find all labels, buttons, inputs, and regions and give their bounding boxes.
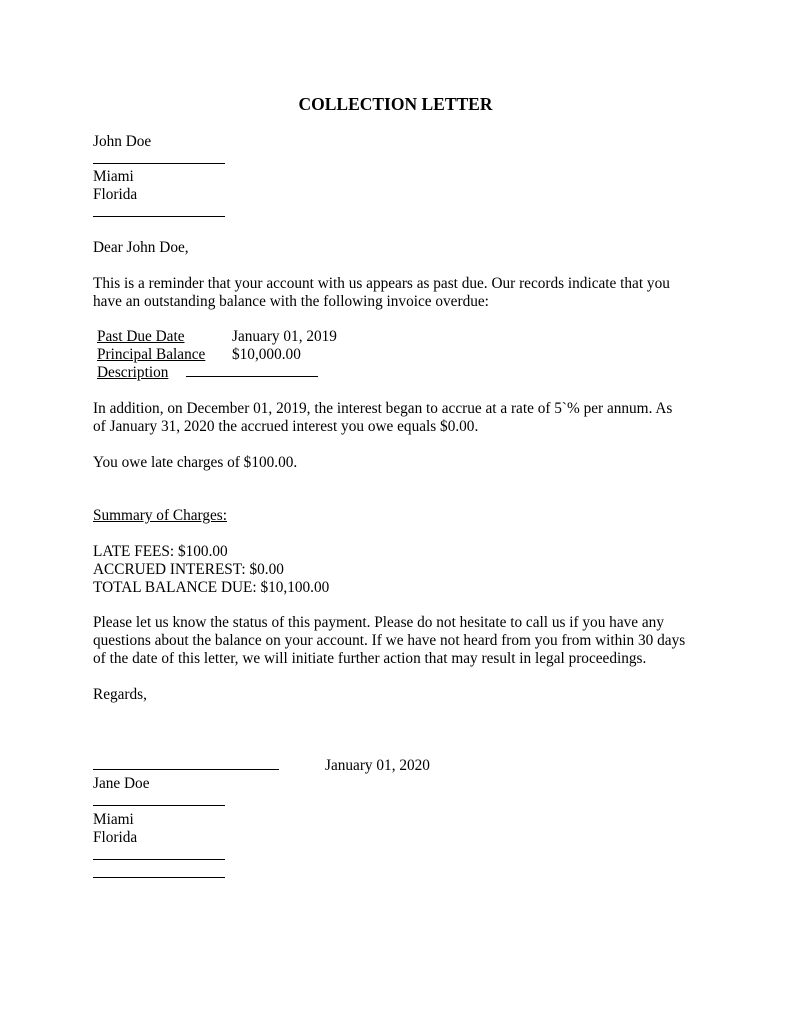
intro-paragraph-line-2: have an outstanding balance with the following invoice overdue: — [93, 293, 489, 310]
recipient-name: John Doe — [93, 133, 152, 150]
interest-paragraph-line-2: of January 31, 2020 the accrued interest you owe equals $0.00. — [93, 418, 479, 435]
summary-late-fees: LATE FEES: $100.00 — [93, 543, 228, 560]
description-blank-line — [186, 364, 318, 382]
signature-date: January 01, 2020 — [325, 757, 430, 774]
summary-heading: Summary of Charges: — [93, 507, 227, 524]
closing-paragraph-line-3: of the date of this letter, we will initiate further action that may result in legal proceedings. — [93, 650, 647, 667]
late-charges-text: You owe late charges of $100.00. — [93, 454, 298, 471]
signature-blank-line — [93, 757, 279, 775]
summary-total-balance-due: TOTAL BALANCE DUE: $10,100.00 — [93, 579, 330, 596]
signer-city: Miami — [93, 811, 134, 828]
closing-paragraph-line-1: Please let us know the status of this payment. Please do not hesitate to call us if you have any — [93, 614, 664, 631]
regards: Regards, — [93, 686, 147, 703]
signer-address-blank-line — [93, 793, 225, 811]
principal-balance-value: $10,000.00 — [232, 346, 301, 363]
interest-paragraph-line-1: In addition, on December 01, 2019, the interest began to accrue at a rate of 5`% per annum. As — [93, 400, 673, 417]
past-due-date-value: January 01, 2019 — [232, 328, 337, 345]
principal-balance-label: Principal Balance — [97, 346, 206, 363]
signer-zip-blank-line — [93, 847, 225, 865]
summary-accrued-interest: ACCRUED INTEREST: $0.00 — [93, 561, 284, 578]
signer-state: Florida — [93, 829, 138, 846]
letter-title: COLLECTION LETTER — [298, 94, 493, 114]
intro-paragraph-line-1: This is a reminder that your account with us appears as past due. Our records indicate that you — [93, 275, 670, 292]
recipient-city: Miami — [93, 168, 134, 185]
past-due-date-label: Past Due Date — [97, 328, 185, 345]
salutation: Dear John Doe, — [93, 239, 189, 256]
recipient-state: Florida — [93, 186, 138, 203]
signer-extra-blank-line — [93, 865, 225, 883]
closing-paragraph-line-2: questions about the balance on your account. If we have not heard from you from within 30 days — [93, 632, 686, 649]
description-label: Description — [97, 364, 169, 381]
recipient-address-blank-line — [93, 151, 225, 169]
signer-name: Jane Doe — [93, 775, 150, 792]
recipient-zip-blank-line — [93, 204, 225, 222]
